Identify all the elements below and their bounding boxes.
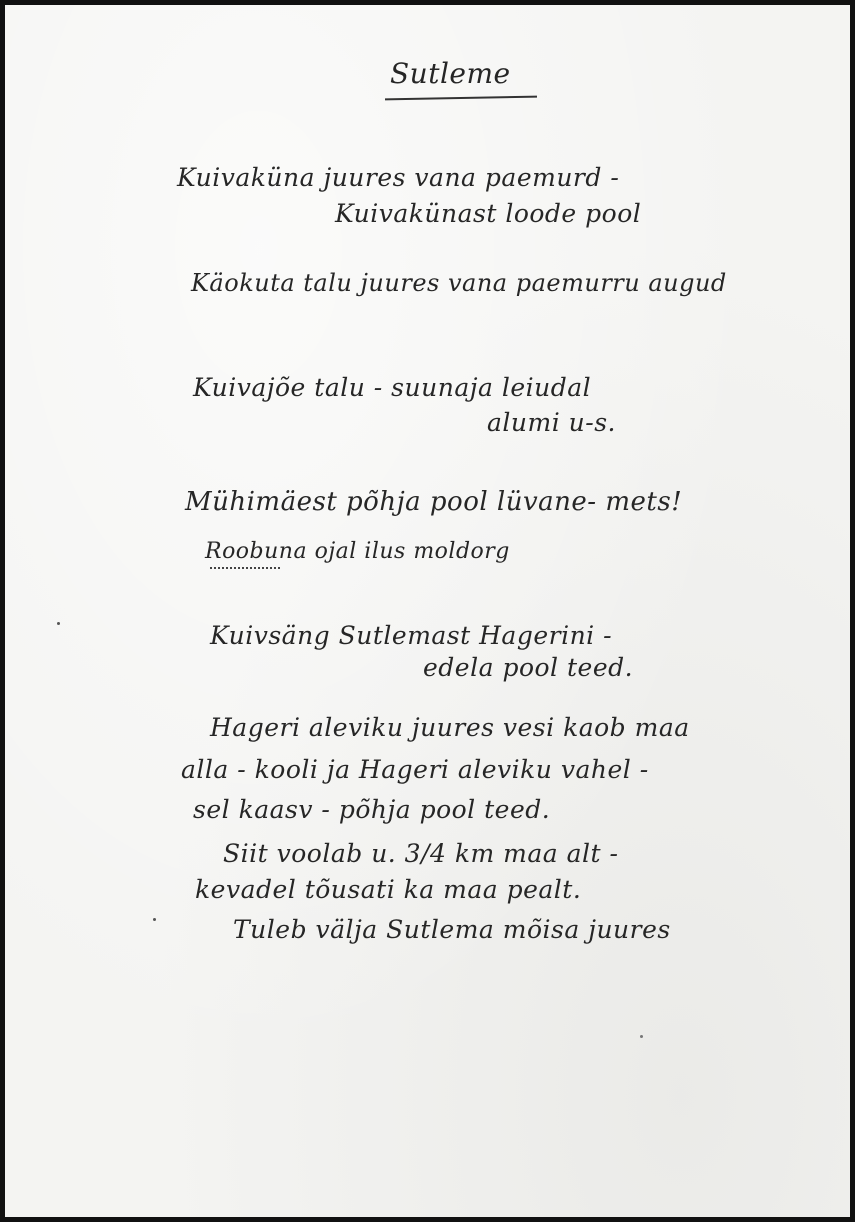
- text-line-9: edela pool teed.: [423, 653, 634, 682]
- text-line-14: kevadel tõusati ka maa pealt.: [195, 875, 582, 904]
- text-line-5: alumi u-s.: [487, 408, 616, 437]
- text-line-15: Tuleb välja Sutlema mõisa juures: [233, 915, 671, 944]
- text-line-3: Käokuta talu juures vana paemurru augud: [191, 269, 727, 297]
- text-line-13: Siit voolab u. 3/4 km maa alt -: [223, 839, 619, 868]
- text-line-2: Kuivakünast loode pool: [335, 199, 642, 228]
- ink-dot: [640, 1035, 643, 1038]
- ink-dot: [153, 918, 156, 921]
- ink-dot: [57, 622, 60, 625]
- page-title: Sutleme: [390, 57, 511, 90]
- text-line-6: Mühimäest põhja pool lüvane- mets!: [185, 487, 683, 517]
- text-line-8: Kuivsäng Sutlemast Hagerini -: [210, 621, 613, 650]
- text-line-12: sel kaasv - põhja pool teed.: [193, 795, 551, 824]
- text-line-4: Kuivajõe talu - suunaja leiudal: [193, 373, 592, 402]
- text-line-10: Hageri aleviku juures vesi kaob maa: [210, 713, 690, 742]
- text-line-1: Kuivaküna juures vana paemurd -: [177, 163, 620, 192]
- text-line-7: Roobuna ojal ilus moldorg: [205, 539, 510, 564]
- text-line-11: alla - kooli ja Hageri aleviku vahel -: [181, 755, 649, 784]
- title-underline: [385, 96, 537, 101]
- dotted-underline: [210, 567, 280, 569]
